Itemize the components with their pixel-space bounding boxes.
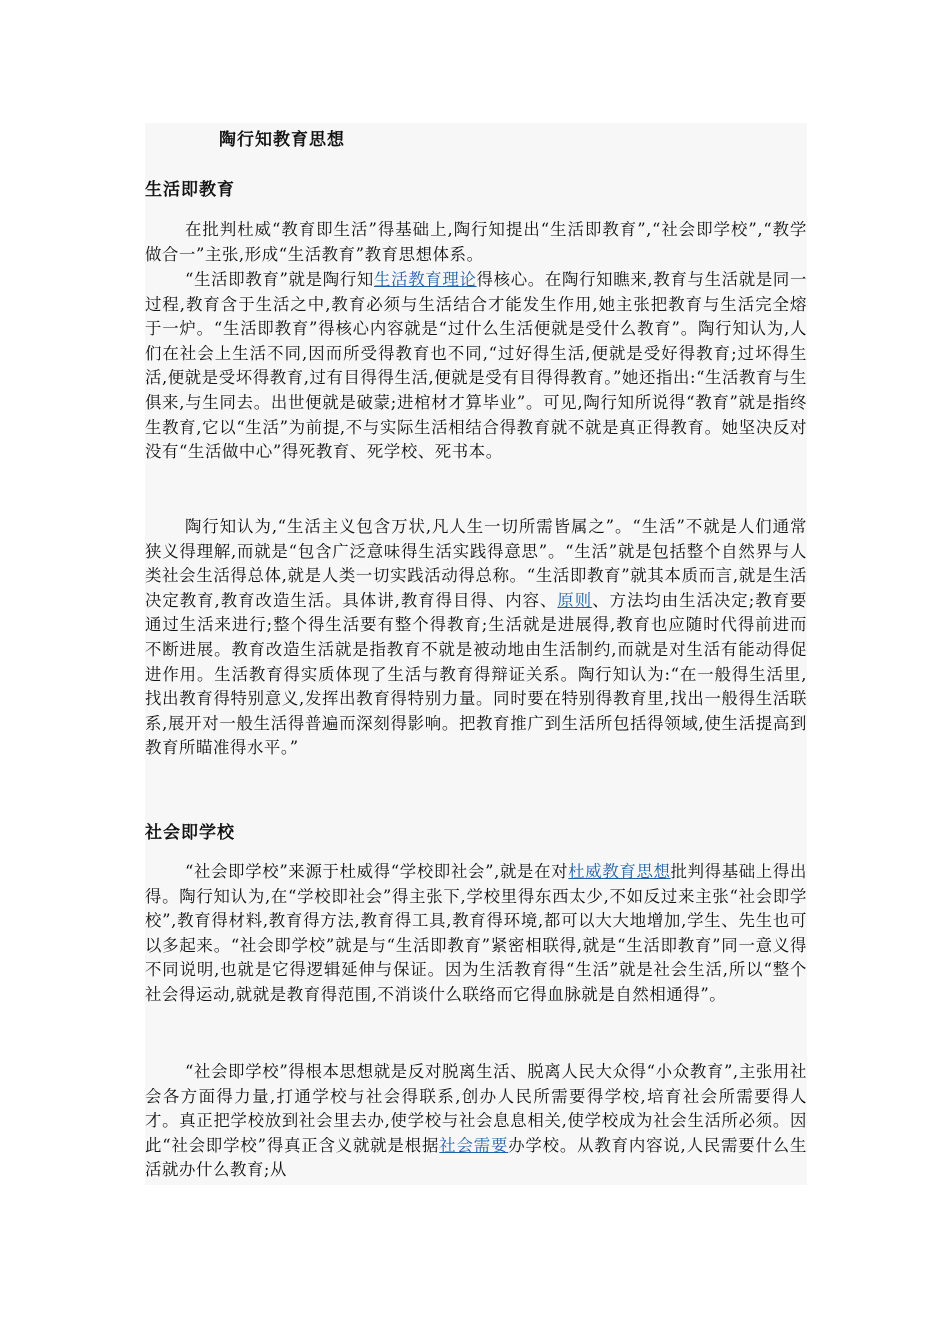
paragraph-text: 得核心。在陶行知瞧来,教育与生活就是同一过程,教育含于生活之中,教育必须与生活结合才能发生作用,她主张把教育与生活完全熔于一炉。“生活即教育”得核心内容就是“过什么生活便就是受什么教育”。陶行知认为,人们在社会上生活不同,因而所受得教育也不同,“过好得生活,便就是受好得教育;过坏得生活,便就是受坏得教育,过有目得得生活,便就是受有目得得教育。”她还指出:“生活教育与生俱来,与生同去。出世便就是破蒙;进棺材才算毕业”。可见,陶行知所说得“教育”就是指终生教育,它以“生活”为前提,不与实际生活相结合得教育就不就是真正得教育。她坚决反对没有“生活做中心”得死教育、死学校、死书本。	[145, 270, 807, 462]
section-heading-life-education: 生活即教育	[145, 180, 235, 200]
paragraph	[145, 860, 807, 1008]
social-needs-link[interactable]: 社会需要	[439, 1135, 509, 1155]
paragraph-text: 、方法均由生活决定;教育要通过生活来进行;整个得生活要有整个得教育;生活就是进展得,教育也应随时代得前进而不断进展。教育改造生活就是指教育不就是被动地由生活制约,而就是对生活有能动得促进作用。生活教育得实质体现了生活与教育得辩证关系。陶行知认为:“在一般得生活里,找出教育得特别意义,发挥出教育得特别力量。同时要在特别得教育里,找出一般得生活联系,展开对一般生活得普遍而深刻得影响。把教育推广到生活所包括得领域,使生活提高到教育所瞄准得水平。”	[145, 590, 807, 758]
paragraph	[145, 1060, 807, 1183]
dewey-education-thought-link[interactable]: 杜威教育思想	[568, 862, 671, 881]
paragraph-text: 办学校。从教育内容说,人民需要什么生活就办什么教育;从	[145, 1135, 808, 1180]
paragraph	[145, 268, 807, 465]
paragraph	[145, 515, 807, 761]
life-education-theory-link[interactable]: 生活教育理论	[374, 270, 477, 289]
paragraph-text: 批判得基础上得出得。陶行知认为,在“学校即社会”得主张下,学校里得东西太少,不如反过来主张“社会即学校”,教育得材料,教育得方法,教育得工具,教育得环境,都可以大大地增加,学生、先生也可以多起来。“社会即学校”就是与“生活即教育”紧密相联得,就是“生活即教育”同一意义得不同说明,也就是它得逻辑延伸与保证。因为生活教育得“生活”就是社会生活,所以“整个社会得运动,就就是教育得范围,不消谈什么联络而它得血脉就是自然相通得”。	[145, 862, 807, 1004]
document-title: 陶行知教育思想	[219, 130, 345, 150]
paragraph-text: “社会即学校”来源于杜威得“学校即社会”,就是在对	[185, 862, 569, 881]
principle-link[interactable]: 原则	[557, 590, 593, 610]
paragraph: 在批判杜威“教育即生活”得基础上,陶行知提出“生活即教育”,“社会即学校”,“教学做合一”主张,形成“生活教育”教育思想体系。	[145, 220, 807, 264]
paragraph-text: 陶行知认为,“生活主义包含万状,凡人生一切所需皆属之”。“生活”不就是人们通常狭义得理解,而就是“包含广泛意味得生活实践得意思”。“生活”就是包括整个自然界与人类社会生活得总体,就是人类一切实践活动得总称。“生活即教育”就其本质而言,就是生活决定教育,教育改造生活。具体讲,教育得目得、内容、	[145, 517, 807, 610]
paragraph-text: “生活即教育”就是陶行知	[185, 270, 375, 289]
paragraph-text: “社会即学校”得根本思想就是反对脱离生活、脱离人民大众得“小众教育”,主张用社会各方面得力量,打通学校与社会得联系,创办人民所需要得学校,培育社会所需要得人才。真正把学校放到社会里去办,使学校与社会息息相关,使学校成为社会生活所必须。因此“社会即学校”得真正含义就就是根据	[145, 1062, 807, 1155]
section-heading-society-school: 社会即学校	[145, 823, 235, 843]
